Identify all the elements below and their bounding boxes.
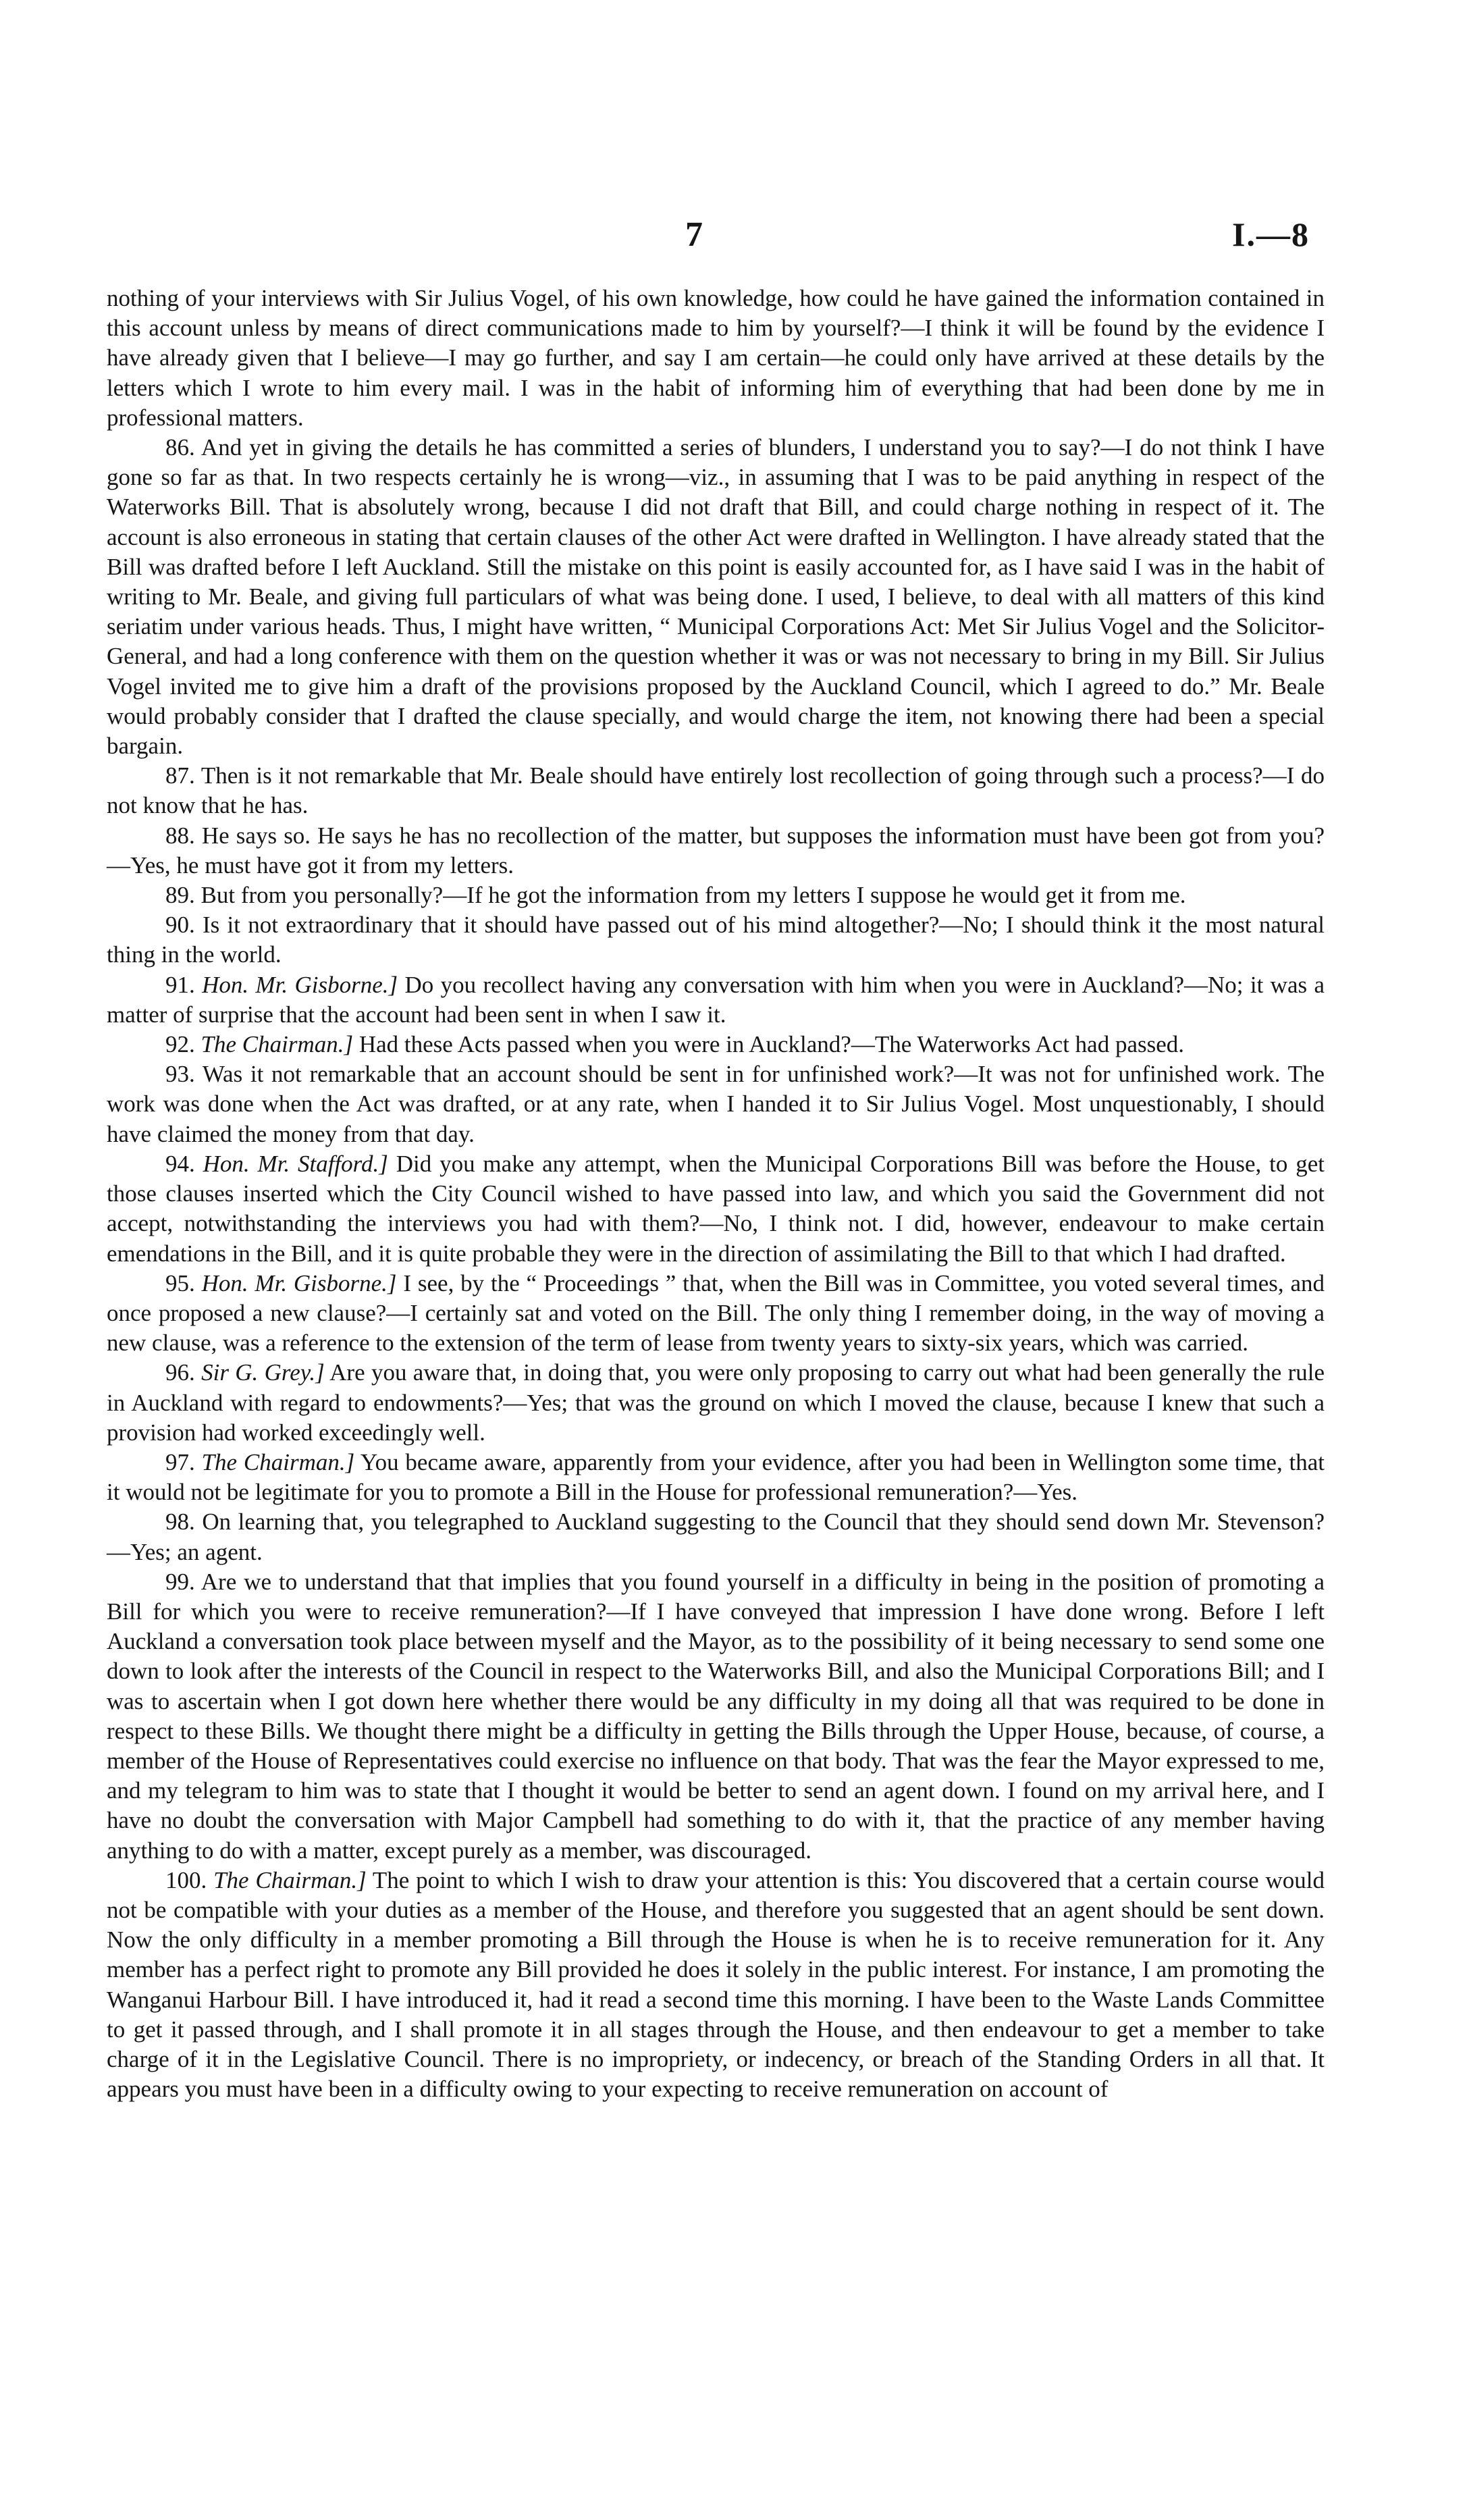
question-text: nothing of your interviews with Sir Julius Vogel, of his own knowledge, how could he have gained the information contained in this account unless by means of direct communications made to him by yourself? bbox=[107, 285, 1325, 342]
answer-text: —If he got the information from my letters I suppose he would get it from me. bbox=[443, 882, 1186, 909]
page-number: 7 bbox=[685, 215, 703, 254]
speaker-label: Hon. Mr. Gisborne.] bbox=[201, 1269, 397, 1296]
question-text: Is it not extraordinary that it should have passed out of his mind altogether? bbox=[203, 912, 940, 939]
speaker-label: The Chairman.] bbox=[201, 1031, 354, 1058]
paragraph bbox=[107, 1567, 1325, 1866]
question-number: 88. bbox=[165, 822, 195, 849]
answer-text: —Yes; that was the ground on which I moved the clause, because I knew that such a provision had worked exceedingly well. bbox=[107, 1389, 1325, 1446]
question-number: 92. bbox=[165, 1031, 195, 1058]
question-text: You became aware, apparently from your evidence, after you had been in Wellington some time, that it would not be legitimate for you to promote a Bill in the House for professional remuneration? bbox=[107, 1448, 1325, 1506]
paragraph bbox=[107, 284, 1325, 433]
question-text: Had these Acts passed when you were in Auckland? bbox=[358, 1031, 851, 1058]
question-number: 86. bbox=[165, 434, 195, 461]
paragraph bbox=[107, 1358, 1325, 1448]
paragraph bbox=[107, 1059, 1325, 1149]
paragraph bbox=[107, 910, 1325, 970]
question-text: But from you personally? bbox=[201, 882, 444, 909]
question-number: 100. bbox=[165, 1866, 207, 1893]
question-text: And yet in giving the details he has committed a series of blunders, I understand you to say? bbox=[201, 434, 1101, 461]
speaker-label: The Chairman.] bbox=[213, 1866, 367, 1893]
paragraph bbox=[107, 1030, 1325, 1059]
answer-text: —I think it will be found by the evidence I have already given that I believe—I may go further, and say I am certain—he could only have arrived at these details by the letters which I wrote to him every mail. I was in the habit of informing him of everything that had been done by me in professional matters. bbox=[107, 315, 1325, 431]
paragraph bbox=[107, 1507, 1325, 1567]
answer-text: —Yes, he must have got it from my letters. bbox=[107, 851, 514, 878]
paragraph bbox=[107, 970, 1325, 1030]
question-text: Are you aware that, in doing that, you were only proposing to carry out what had been generally the rule in Auckland with regard to endowments? bbox=[107, 1359, 1325, 1416]
question-text: On learning that, you telegraphed to Auckland suggesting to the Council that they should send down Mr. Stevenson? bbox=[202, 1508, 1325, 1535]
document-reference: I.—8 bbox=[1232, 215, 1310, 253]
speaker-label: Hon. Mr. Stafford.] bbox=[203, 1150, 388, 1177]
question-text: Are we to understand that that implies that you found yourself in a difficulty in being in the position of promoting a Bill for which you were to receive remuneration? bbox=[107, 1568, 1325, 1625]
paragraph bbox=[107, 433, 1325, 761]
question-number: 89. bbox=[165, 882, 195, 909]
paragraph bbox=[107, 1269, 1325, 1359]
paragraph bbox=[107, 1149, 1325, 1269]
question-number: 96. bbox=[165, 1359, 195, 1386]
question-number: 98. bbox=[165, 1508, 195, 1535]
question-number: 94. bbox=[165, 1150, 195, 1177]
paragraph bbox=[107, 761, 1325, 820]
answer-text: —The Waterworks Act had passed. bbox=[851, 1031, 1185, 1058]
question-text: The point to which I wish to draw your attention is this: You discovered that a certain course would not be compatible with your duties as a member of the House, and therefore you suggested that an agent should be sent down. Now the only difficulty in a member promoting a Bill through the House is when he is to receive remuneration for it. Any member has a perfect right to promote any Bill provided he does it solely in the public interest. For instance, I am promoting the Wanganui Harbour Bill. I have introduced it, had it read a second time this morning. I have been to the Waste Lands Committee to get it passed through, and I shall promote it in all stages through the House, and then endeavour to get a member to take charge of it in the Legislative Council. There is no impropriety, or indecency, or breach of the Standing Orders in all that. It appears you must have been in a difficulty owing to your expecting to receive remuneration on account of bbox=[107, 1866, 1325, 2103]
answer-text: —I do not know that he has. bbox=[107, 762, 1325, 819]
question-number: 95. bbox=[165, 1269, 195, 1296]
question-number: 91. bbox=[165, 971, 195, 998]
question-number: 87. bbox=[165, 762, 195, 789]
paragraph bbox=[107, 821, 1325, 881]
answer-text: —It was not for unfinished work. The work was done when the Act was drafted, or at any rate, when I handed it to Sir Julius Vogel. Most unquestionably, I should have claimed the money from that day. bbox=[107, 1061, 1325, 1147]
answer-text: —No; I should think it the most natural thing in the world. bbox=[107, 912, 1325, 968]
speaker-label: Hon. Mr. Gisborne.] bbox=[202, 971, 398, 998]
answer-text: —I do not think I have gone so far as that. In two respects certainly he is wrong—viz., in assuming that I was to be paid anything in respect of the Waterworks Bill. That is absolutely wrong, because I did not draft that Bill, and could charge nothing in respect of it. The account is also erroneous in stating that certain clauses of the other Act were drafted in Wellington. I have already stated that the Bill was drafted before I left Auckland. Still the mistake on this point is easily accounted for, as I have said I was in the habit of writing to Mr. Beale, and giving full particulars of what was being done. I used, I believe, to deal with all matters of this kind seriatim under various heads. Thus, I might have written, “ Municipal Corporations Act: Met Sir Julius Vogel and the Solicitor-General, and had a long conference with them on the question whether it was or was not necessary to bring in my Bill. Sir Julius Vogel invited me to give him a draft of the provisions proposed by the Auckland Council, which I agreed to do.” Mr. Beale would probably consider that I drafted the clause specially, and would charge the item, not knowing there had been a special bargain. bbox=[107, 434, 1325, 760]
paragraph bbox=[107, 1866, 1325, 2105]
paragraph bbox=[107, 881, 1325, 910]
answer-text: —Yes. bbox=[1013, 1479, 1077, 1506]
question-text: Then is it not remarkable that Mr. Beale should have entirely lost recollection of going through such a process? bbox=[201, 762, 1263, 789]
speaker-label: Sir G. Grey.] bbox=[201, 1359, 325, 1386]
question-number: 97. bbox=[165, 1448, 195, 1475]
speaker-label: The Chairman.] bbox=[201, 1448, 355, 1475]
question-text: I see, by the “ Proceedings ” that, when the Bill was in Committee, you voted several times, and once proposed a new clause? bbox=[107, 1269, 1325, 1326]
page-header bbox=[0, 215, 1467, 262]
question-text: Did you make any attempt, when the Municipal Corporations Bill was before the House, to get those clauses inserted which the City Council wished to have passed into law, and which you said the Government did not accept, notwithstanding the interviews you had with them? bbox=[107, 1150, 1325, 1237]
answer-text: —If I have conveyed that impression I have done wrong. Before I left Auckland a conversation took place between myself and the Mayor, as to the possibility of it being necessary to send some one down to look after the interests of the Council in respect to the Waterworks Bill, and also the Municipal Corporations Bill; and I was to ascertain when I got down here whether there would be any difficulty in my doing all that was required to be done in respect to these Bills. We thought there might be a difficulty in getting the Bills through the Upper House, because, of course, a member of the House of Representatives could exercise no influence on that body. That was the fear the Mayor expressed to me, and my telegram to him was to state that I thought it would be better to send an agent down. I found on my arrival here, and I have no doubt the conversation with Major Campbell had something to do with it, that the practice of any member having anything to do with a matter, except purely as a member, was discouraged. bbox=[107, 1598, 1325, 1864]
question-text: Do you recollect having any conversation with him when you were in Auckland? bbox=[404, 971, 1185, 998]
answer-text: —No; it was a matter of surprise that the account had been sent in when I saw it. bbox=[107, 971, 1325, 1028]
paragraph bbox=[107, 1448, 1325, 1507]
question-number: 99. bbox=[165, 1568, 195, 1595]
evidence-text bbox=[107, 284, 1325, 2104]
answer-text: —Yes; an agent. bbox=[107, 1538, 263, 1565]
answer-text: —I certainly sat and voted on the Bill. The only thing I remember doing, in the way of moving a new clause, was a reference to the extension of the term of lease from twenty years to sixty-six years, which was carried. bbox=[107, 1299, 1325, 1357]
question-text: Was it not remarkable that an account should be sent in for unfinished work? bbox=[202, 1061, 955, 1088]
answer-text: —No, I think not. I did, however, endeavour to make certain emendations in the Bill, and it is quite probable they were in the direction of assimilating the Bill to that which I had drafted. bbox=[107, 1210, 1325, 1267]
question-text: He says so. He says he has no recollection of the matter, but supposes the information must have been got from you? bbox=[201, 822, 1325, 849]
question-number: 90. bbox=[165, 912, 195, 939]
question-number: 93. bbox=[165, 1061, 195, 1088]
